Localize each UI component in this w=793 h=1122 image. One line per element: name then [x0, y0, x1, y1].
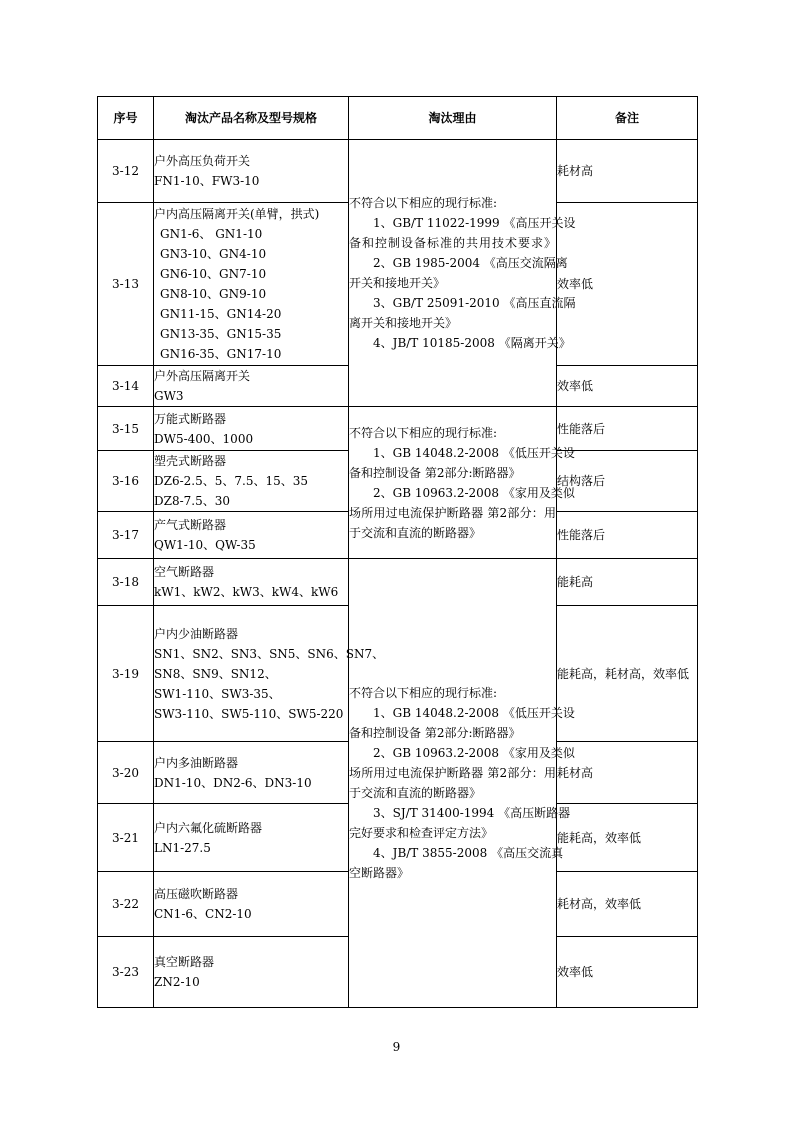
- product-model: SW3-110、SW5-110、SW5-220: [154, 706, 344, 721]
- product-name: 户外高压隔离开关: [154, 369, 251, 383]
- name-cell: [154, 559, 349, 606]
- product-model: DZ8-7.5、30: [154, 494, 231, 508]
- product-model: ZN2-10: [154, 975, 200, 989]
- seq-cell: 3-19: [98, 606, 154, 742]
- name-cell: [154, 512, 349, 559]
- note-cell: 效率低: [557, 366, 698, 407]
- seq-cell: 3-21: [98, 804, 154, 872]
- table-row: [98, 559, 698, 606]
- product-name: 户外高压负荷开关: [154, 154, 251, 168]
- reason-line: 2、GB 1985-2004 《高压交流隔离: [373, 256, 568, 270]
- name-cell: [154, 407, 349, 451]
- reason-line: 场所用过电流保护断路器 第2部分：用: [349, 766, 556, 780]
- product-model: CN1-6、CN2-10: [154, 907, 252, 921]
- reason-line: 2、GB 10963.2-2008 《家用及类似: [373, 485, 575, 500]
- reason-line: 1、GB 14048.2-2008 《低压开关设: [373, 706, 575, 720]
- product-model: SW1-110、SW3-35、: [154, 686, 281, 701]
- seq-cell: 3-12: [98, 140, 154, 203]
- product-model: kW1、kW2、kW3、kW4、kW6: [154, 585, 339, 599]
- note-cell: 性能落后: [557, 512, 698, 559]
- product-model: GN1-6、 GN1-10: [160, 227, 263, 241]
- product-model: GN3-10、GN4-10: [160, 247, 267, 261]
- reason-line: 于交流和直流的断路器》: [349, 786, 482, 800]
- product-name: 户内多油断路器: [154, 755, 239, 770]
- header-name: 淘汰产品名称及型号规格: [154, 97, 349, 140]
- product-model: DW5-400、1000: [154, 431, 254, 446]
- reason-line: 1、GB/T 11022-1999 《高压开关设: [373, 216, 576, 230]
- reason-line: 备和控制设备 第2部分:断路器》: [349, 465, 521, 480]
- header-row: [98, 97, 698, 140]
- product-name: 户内高压隔离开关(单臂，拱式): [154, 207, 320, 221]
- product-name: 空气断路器: [154, 565, 215, 579]
- reason-line: 不符合以下相应的现行标准:: [349, 425, 498, 440]
- note-cell: 能耗高，耗材高，效率低: [557, 606, 698, 742]
- reason-cell-group-2: [349, 407, 575, 559]
- header-note: 备注: [557, 97, 698, 140]
- note-cell: 效率低: [557, 937, 698, 1008]
- seq-cell: 3-20: [98, 742, 154, 804]
- product-model: GW3: [154, 389, 184, 403]
- product-model: DN1-10、DN2-6、DN3-10: [154, 775, 312, 790]
- product-model: FN1-10、FW3-10: [154, 174, 260, 188]
- name-cell: [154, 804, 349, 872]
- reason-line: 场所用过电流保护断路器 第2部分：用: [349, 505, 556, 520]
- product-model: GN16-35、GN17-10: [160, 347, 282, 361]
- reason-line: 4、JB/T 3855-2008 《高压交流真: [373, 846, 564, 860]
- product-model: GN13-35、GN15-35: [160, 327, 282, 341]
- name-cell: [154, 366, 349, 407]
- reason-line: 备和控制设备 第2部分:断路器》: [349, 726, 521, 740]
- reason-line: 开关和接地开关》: [349, 276, 446, 290]
- seq-cell: 3-22: [98, 872, 154, 937]
- seq-cell: 3-15: [98, 407, 154, 451]
- note-cell: 效率低: [557, 203, 698, 366]
- table-row: [98, 407, 698, 451]
- seq-cell: 3-17: [98, 512, 154, 559]
- seq-cell: 3-18: [98, 559, 154, 606]
- reason-line: 离开关和接地开关》: [349, 316, 458, 330]
- seq-cell: 3-14: [98, 366, 154, 407]
- name-cell: [154, 451, 349, 512]
- name-cell: [154, 606, 385, 742]
- reason-line: 1、GB 14048.2-2008 《低压开关设: [373, 445, 575, 460]
- product-model: GN8-10、GN9-10: [160, 287, 267, 301]
- table-row: [98, 140, 698, 203]
- note-cell: 耗材高: [557, 140, 698, 203]
- obsolete-products-table: [97, 96, 698, 1008]
- name-cell: [154, 140, 349, 203]
- product-model: LN1-27.5: [154, 840, 211, 855]
- reason-line: 4、JB/T 10185-2008 《隔离开关》: [373, 336, 571, 350]
- product-model: GN11-15、GN14-20: [160, 307, 282, 321]
- reason-line: 3、SJ/T 31400-1994 《高压断路器: [373, 806, 571, 820]
- note-cell: 性能落后: [557, 407, 698, 451]
- name-cell: [154, 872, 349, 937]
- product-model: QW1-10、QW-35: [154, 538, 256, 552]
- product-name: 产气式断路器: [154, 518, 227, 532]
- header-reason: 淘汰理由: [349, 97, 557, 140]
- reason-line: 备和控制设备标准的共用技术要求》: [349, 236, 556, 250]
- product-name: 万能式断路器: [154, 411, 227, 426]
- page-number: 9: [392, 1040, 401, 1054]
- product-name: 塑壳式断路器: [154, 454, 227, 468]
- seq-cell: 3-16: [98, 451, 154, 512]
- reason-line: 不符合以下相应的现行标准:: [349, 196, 498, 210]
- reason-line: 完好要求和检查评定方法》: [349, 826, 494, 840]
- product-name: 户内少油断路器: [154, 626, 239, 641]
- product-name: 户内六氟化硫断路器: [154, 820, 263, 835]
- note-cell: 结构落后: [557, 451, 698, 512]
- note-cell: 耗材高: [557, 742, 698, 804]
- note-cell: 耗材高，效率低: [557, 872, 698, 937]
- note-cell: 能耗高，效率低: [557, 804, 698, 872]
- reason-line: 空断路器》: [349, 866, 410, 880]
- seq-cell: 3-23: [98, 937, 154, 1008]
- reason-line: 2、GB 10963.2-2008 《家用及类似: [373, 746, 575, 760]
- reason-line: 不符合以下相应的现行标准:: [349, 686, 498, 700]
- reason-line: 于交流和直流的断路器》: [349, 525, 482, 540]
- name-cell: [154, 742, 349, 804]
- product-model: DZ6-2.5、5、7.5、15、35: [154, 474, 308, 488]
- reason-line: 3、GB/T 25091-2010 《高压直流隔: [373, 296, 576, 310]
- product-name: 真空断路器: [154, 955, 215, 969]
- product-model: SN8、SN9、SN12、: [154, 666, 277, 681]
- seq-cell: 3-13: [98, 203, 154, 366]
- product-model: GN6-10、GN7-10: [160, 267, 267, 281]
- product-model: SN1、SN2、SN3、SN5、SN6、SN7、: [154, 646, 385, 661]
- product-name: 高压磁吹断路器: [154, 887, 239, 901]
- reason-cell-group-3: [349, 559, 575, 1008]
- name-cell: [154, 937, 349, 1008]
- name-cell: [154, 203, 349, 366]
- note-cell: 能耗高: [557, 559, 698, 606]
- header-seq: 序号: [98, 97, 154, 140]
